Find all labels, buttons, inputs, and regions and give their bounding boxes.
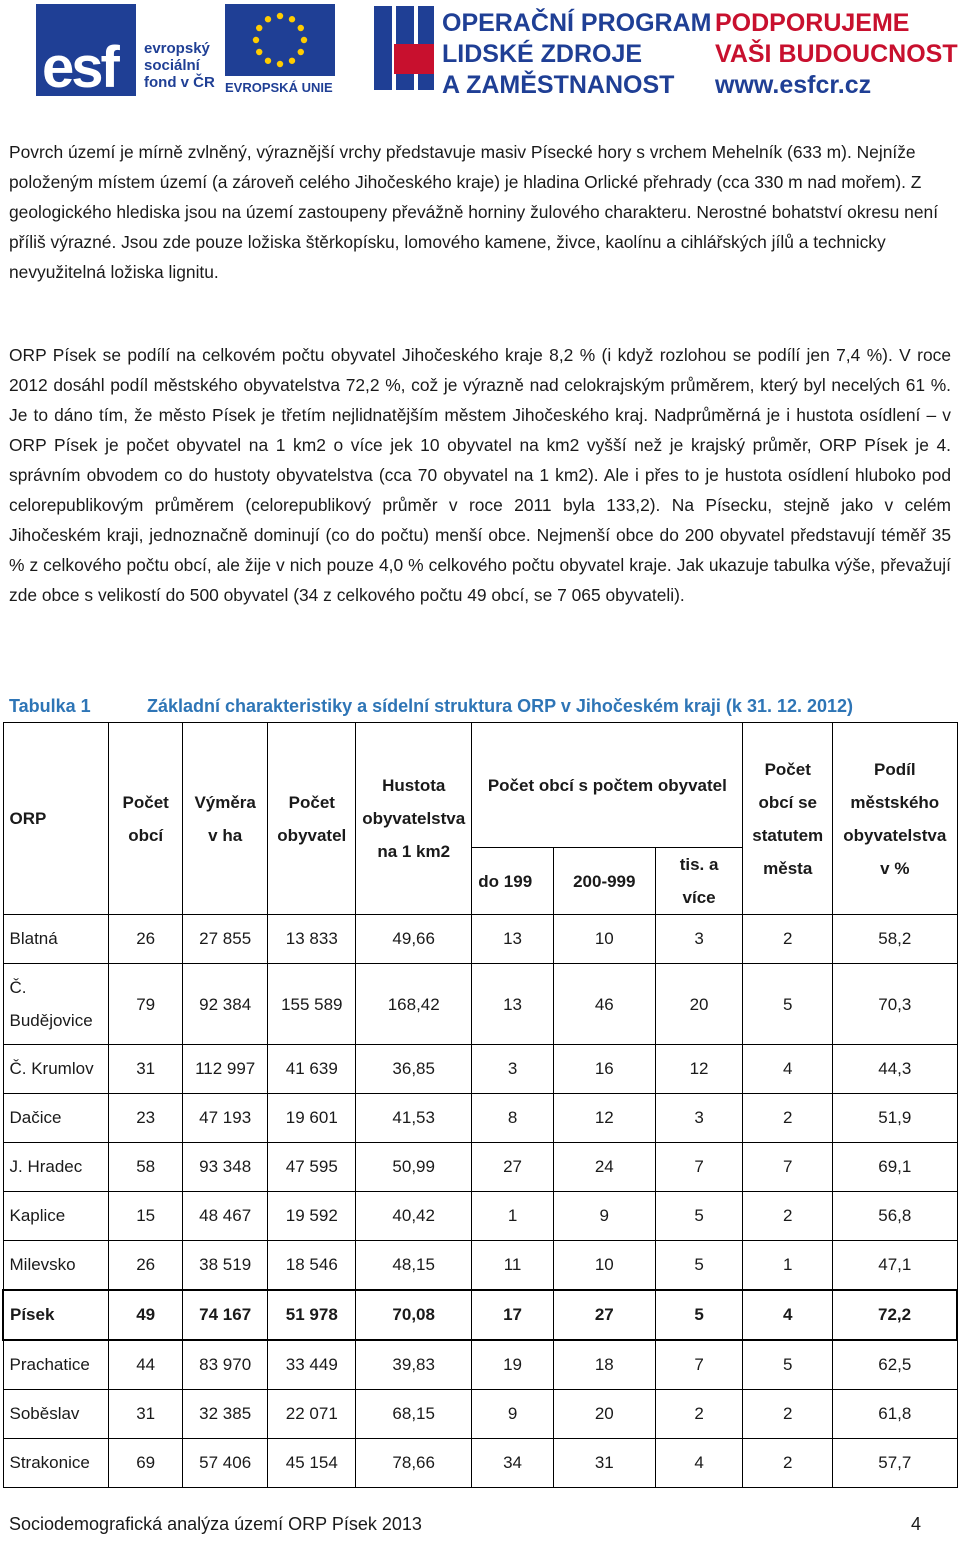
cell-do-199: 9	[472, 1390, 554, 1439]
eu-star-icon	[253, 37, 259, 43]
header-pocet-obci: Počet obcí	[109, 723, 182, 915]
cell-pocet-obci: 31	[109, 1045, 182, 1094]
cell-podil: 70,3	[833, 964, 957, 1045]
cell-statut: 2	[743, 915, 833, 964]
cell-podil: 62,5	[833, 1340, 957, 1390]
eu-star-icon	[301, 37, 307, 43]
header-logos	[0, 0, 960, 104]
cell-pocet-obci: 26	[109, 1241, 182, 1291]
cell-tis-a-vice: 20	[655, 964, 743, 1045]
cell-pocet-obyvatel: 41 639	[268, 1045, 356, 1094]
cell-pocet-obyvatel: 47 595	[268, 1143, 356, 1192]
cell-tis-a-vice: 5	[655, 1192, 743, 1241]
header-vymera: Výměra v ha	[182, 723, 268, 915]
cell-orp: Dačice	[3, 1094, 109, 1143]
cell-statut: 1	[743, 1241, 833, 1291]
table-caption-title: Základní charakteristiky a sídelní struktura ORP v Jihočeském kraji (k 31. 12. 2012)	[147, 696, 854, 716]
cell-tis-a-vice: 5	[655, 1290, 743, 1340]
cell-orp: Soběslav	[3, 1390, 109, 1439]
support-text	[715, 8, 958, 101]
op-line-1: OPERAČNÍ PROGRAM	[442, 9, 712, 37]
table-row	[3, 1290, 957, 1340]
cell-vymera: 83 970	[182, 1340, 268, 1390]
cell-pocet-obyvatel: 19 592	[268, 1192, 356, 1241]
cell-do-199: 8	[472, 1094, 554, 1143]
footer-title: Sociodemografická analýza území ORP Písek 2013	[9, 1514, 422, 1534]
eu-star-icon	[265, 16, 271, 22]
cell-200-999: 31	[553, 1439, 655, 1488]
cell-statut: 2	[743, 1094, 833, 1143]
orp-table	[2, 722, 958, 1488]
cell-vymera: 48 467	[182, 1192, 268, 1241]
cell-orp: Kaplice	[3, 1192, 109, 1241]
cell-pocet-obyvatel: 22 071	[268, 1390, 356, 1439]
cell-statut: 5	[743, 1340, 833, 1390]
header-podil: Podíl městského obyvatelstva v %	[833, 723, 957, 915]
cell-tis-a-vice: 3	[655, 915, 743, 964]
cell-podil: 72,2	[833, 1290, 957, 1340]
table-caption-number: Tabulka 1	[9, 696, 91, 716]
cell-do-199: 34	[472, 1439, 554, 1488]
cell-pocet-obci: 26	[109, 915, 182, 964]
cell-podil: 51,9	[833, 1094, 957, 1143]
cell-tis-a-vice: 5	[655, 1241, 743, 1291]
cell-pocet-obyvatel: 18 546	[268, 1241, 356, 1291]
cell-200-999: 10	[553, 1241, 655, 1291]
table-row	[3, 1045, 957, 1094]
cell-podil: 69,1	[833, 1143, 957, 1192]
page-footer	[9, 1514, 921, 1535]
cell-pocet-obci: 49	[109, 1290, 182, 1340]
cell-do-199: 11	[472, 1241, 554, 1291]
table-row	[3, 1340, 957, 1390]
cell-hustota: 49,66	[356, 915, 472, 964]
cell-vymera: 112 997	[182, 1045, 268, 1094]
cell-hustota: 48,15	[356, 1241, 472, 1291]
cell-tis-a-vice: 7	[655, 1143, 743, 1192]
eu-star-icon	[298, 49, 304, 55]
esf-line-1: evropský	[144, 40, 210, 57]
cell-do-199: 13	[472, 915, 554, 964]
cell-statut: 4	[743, 1290, 833, 1340]
table-row	[3, 1094, 957, 1143]
cell-pocet-obci: 58	[109, 1143, 182, 1192]
eu-star-icon	[256, 49, 262, 55]
cell-tis-a-vice: 4	[655, 1439, 743, 1488]
table-row	[3, 1143, 957, 1192]
cell-vymera: 47 193	[182, 1094, 268, 1143]
cell-hustota: 70,08	[356, 1290, 472, 1340]
cell-vymera: 38 519	[182, 1241, 268, 1291]
page-number: 4	[910, 1514, 921, 1534]
cell-orp: Blatná	[3, 915, 109, 964]
cell-tis-a-vice: 7	[655, 1340, 743, 1390]
cell-200-999: 27	[553, 1290, 655, 1340]
esf-letters-block	[36, 4, 136, 100]
op-lzz-logo-icon	[372, 4, 436, 96]
cell-hustota: 41,53	[356, 1094, 472, 1143]
esf-letters: esf	[42, 35, 117, 100]
cell-orp: Milevsko	[3, 1241, 109, 1291]
cell-200-999: 9	[553, 1192, 655, 1241]
header-group-obce: Počet obcí s počtem obyvatel	[472, 723, 743, 848]
cell-200-999: 16	[553, 1045, 655, 1094]
cell-do-199: 17	[472, 1290, 554, 1340]
header-statut: Počet obcí se statutem města	[743, 723, 833, 915]
cell-200-999: 24	[553, 1143, 655, 1192]
cell-orp: J. Hradec	[3, 1143, 109, 1192]
cell-do-199: 19	[472, 1340, 554, 1390]
cell-hustota: 40,42	[356, 1192, 472, 1241]
cell-hustota: 78,66	[356, 1439, 472, 1488]
cell-do-199: 13	[472, 964, 554, 1045]
cell-hustota: 39,83	[356, 1340, 472, 1390]
table-row	[3, 1192, 957, 1241]
cell-vymera: 93 348	[182, 1143, 268, 1192]
cell-pocet-obci: 15	[109, 1192, 182, 1241]
cell-pocet-obyvatel: 45 154	[268, 1439, 356, 1488]
esf-text	[144, 40, 215, 91]
table-row	[3, 964, 957, 1045]
esf-line-3: fond v ČR	[144, 74, 215, 91]
cell-vymera: 27 855	[182, 915, 268, 964]
cell-vymera: 92 384	[182, 964, 268, 1045]
cell-200-999: 46	[553, 964, 655, 1045]
table-body	[3, 915, 957, 1488]
cell-do-199: 1	[472, 1192, 554, 1241]
eu-star-icon	[265, 58, 271, 64]
cell-pocet-obyvatel: 155 589	[268, 964, 356, 1045]
cell-do-199: 3	[472, 1045, 554, 1094]
cell-hustota: 68,15	[356, 1390, 472, 1439]
cell-tis-a-vice: 2	[655, 1390, 743, 1439]
eu-star-icon	[289, 58, 295, 64]
header-do-199: do 199	[472, 848, 554, 915]
header-pocet-obyvatel: Počet obyvatel	[268, 723, 356, 915]
cell-vymera: 57 406	[182, 1439, 268, 1488]
cell-orp: Strakonice	[3, 1439, 109, 1488]
table-row	[3, 1390, 957, 1439]
op-line-2: LIDSKÉ ZDROJE	[442, 40, 643, 68]
cell-statut: 2	[743, 1439, 833, 1488]
eu-star-icon	[298, 25, 304, 31]
cell-pocet-obyvatel: 51 978	[268, 1290, 356, 1340]
eu-flag-icon	[225, 4, 335, 76]
esf-line-2: sociální	[144, 57, 200, 74]
table-row	[3, 1439, 957, 1488]
cell-statut: 2	[743, 1192, 833, 1241]
cell-200-999: 18	[553, 1340, 655, 1390]
table-row	[3, 915, 957, 964]
cell-pocet-obci: 44	[109, 1340, 182, 1390]
cell-podil: 44,3	[833, 1045, 957, 1094]
cell-200-999: 20	[553, 1390, 655, 1439]
support-url: www.esfcr.cz	[715, 71, 872, 99]
cell-pocet-obci: 23	[109, 1094, 182, 1143]
header-orp: ORP	[3, 723, 109, 915]
header-200-999: 200-999	[553, 848, 655, 915]
cell-hustota: 50,99	[356, 1143, 472, 1192]
cell-do-199: 27	[472, 1143, 554, 1192]
cell-vymera: 74 167	[182, 1290, 268, 1340]
table-caption	[9, 696, 951, 717]
cell-podil: 58,2	[833, 915, 957, 964]
cell-200-999: 12	[553, 1094, 655, 1143]
cell-podil: 57,7	[833, 1439, 957, 1488]
cell-200-999: 10	[553, 915, 655, 964]
cell-pocet-obci: 31	[109, 1390, 182, 1439]
cell-statut: 7	[743, 1143, 833, 1192]
eu-star-icon	[277, 61, 283, 67]
header-hustota: Hustota obyvatelstva na 1 km2	[356, 723, 472, 915]
cell-orp: Písek	[3, 1290, 109, 1340]
cell-podil: 56,8	[833, 1192, 957, 1241]
table-row	[3, 1241, 957, 1291]
cell-pocet-obyvatel: 19 601	[268, 1094, 356, 1143]
cell-statut: 2	[743, 1390, 833, 1439]
cell-statut: 4	[743, 1045, 833, 1094]
paragraph-population: ORP Písek se podílí na celkovém počtu obyvatel Jihočeského kraje 8,2 % (i když rozlohou se podílí jen 7,4 %). V roce 2012 dosáhl podíl městského obyvatelstva 72,2 %, což je výrazně nad celokrajským průměrem, který byl necelých 61 %. Je to dáno tím, že město Písek je třetím nejlidnatějším městem Jihočeského kraj. Nadprůměrná je i hustota osídlení – v ORP Písek je počet obyvatel na 1 km2 o více jek 10 obyvatel na km2 vyšší než je krajský průměr, ORP Písek je 4. správním obvodem co do hustoty obyvatelstva (cca 70 obyvatel na 1 km2). Ale i přes to je hustota osídlení hluboko pod celorepublikovým průměrem (celorepublikový průměr v roce 2011 byla 133,2). Na Písecku, stejně jako v celém Jihočeském kraji, jednoznačně dominují (co do počtu) menší obce. Nejmenší obce do 200 obyvatel představují téměř 35 % z celkového počtu obcí, ale žije v nich pouze 4,0 % celkového počtu obyvatel kraje. Jak ukazuje tabulka výše, převažují zde obce s velikostí do 500 obyvatel (34 z celkového počtu 49 obcí, se 7 065 obyvateli).	[9, 345, 951, 605]
paragraph-geography: Povrch území je mírně zvlněný, výraznější vrchy představuje masiv Písecké hory s vrchem Mehelník (633 m). Nejníže položeným místem území (a zároveň celého Jihočeského kraje) je hladina Orlické přehrady (cca 330 m nad mořem). Z geologického hlediska jsou na území zastoupeny převážně horniny žulového charakteru. Nerostné bohatství okresu není příliš výrazné. Jsou zde pouze ložiska štěrkopísku, lomového kamene, živce, kaolínu a cihlářských jílů a technicky nevyužitelná ložiska lignitu.	[9, 142, 939, 282]
cell-orp: Č. Budějovice	[3, 964, 109, 1045]
support-line-2: VAŠI BUDOUCNOST	[715, 40, 958, 68]
header-tis-a-vice: tis. a více	[655, 848, 743, 915]
cell-pocet-obyvatel: 33 449	[268, 1340, 356, 1390]
support-line-1: PODPORUJEME	[715, 9, 910, 37]
op-line-3: A ZAMĚSTNANOST	[442, 71, 675, 99]
cell-statut: 5	[743, 964, 833, 1045]
eu-star-icon	[256, 25, 262, 31]
cell-tis-a-vice: 3	[655, 1094, 743, 1143]
eu-label: EVROPSKÁ UNIE	[225, 80, 333, 95]
cell-podil: 61,8	[833, 1390, 957, 1439]
cell-tis-a-vice: 12	[655, 1045, 743, 1094]
op-program-text	[442, 8, 711, 101]
cell-orp: Prachatice	[3, 1340, 109, 1390]
cell-hustota: 168,42	[356, 964, 472, 1045]
cell-pocet-obci: 79	[109, 964, 182, 1045]
cell-hustota: 36,85	[356, 1045, 472, 1094]
cell-pocet-obyvatel: 13 833	[268, 915, 356, 964]
eu-star-icon	[277, 13, 283, 19]
eu-star-icon	[289, 16, 295, 22]
cell-podil: 47,1	[833, 1241, 957, 1291]
cell-orp: Č. Krumlov	[3, 1045, 109, 1094]
cell-pocet-obci: 69	[109, 1439, 182, 1488]
cell-vymera: 32 385	[182, 1390, 268, 1439]
